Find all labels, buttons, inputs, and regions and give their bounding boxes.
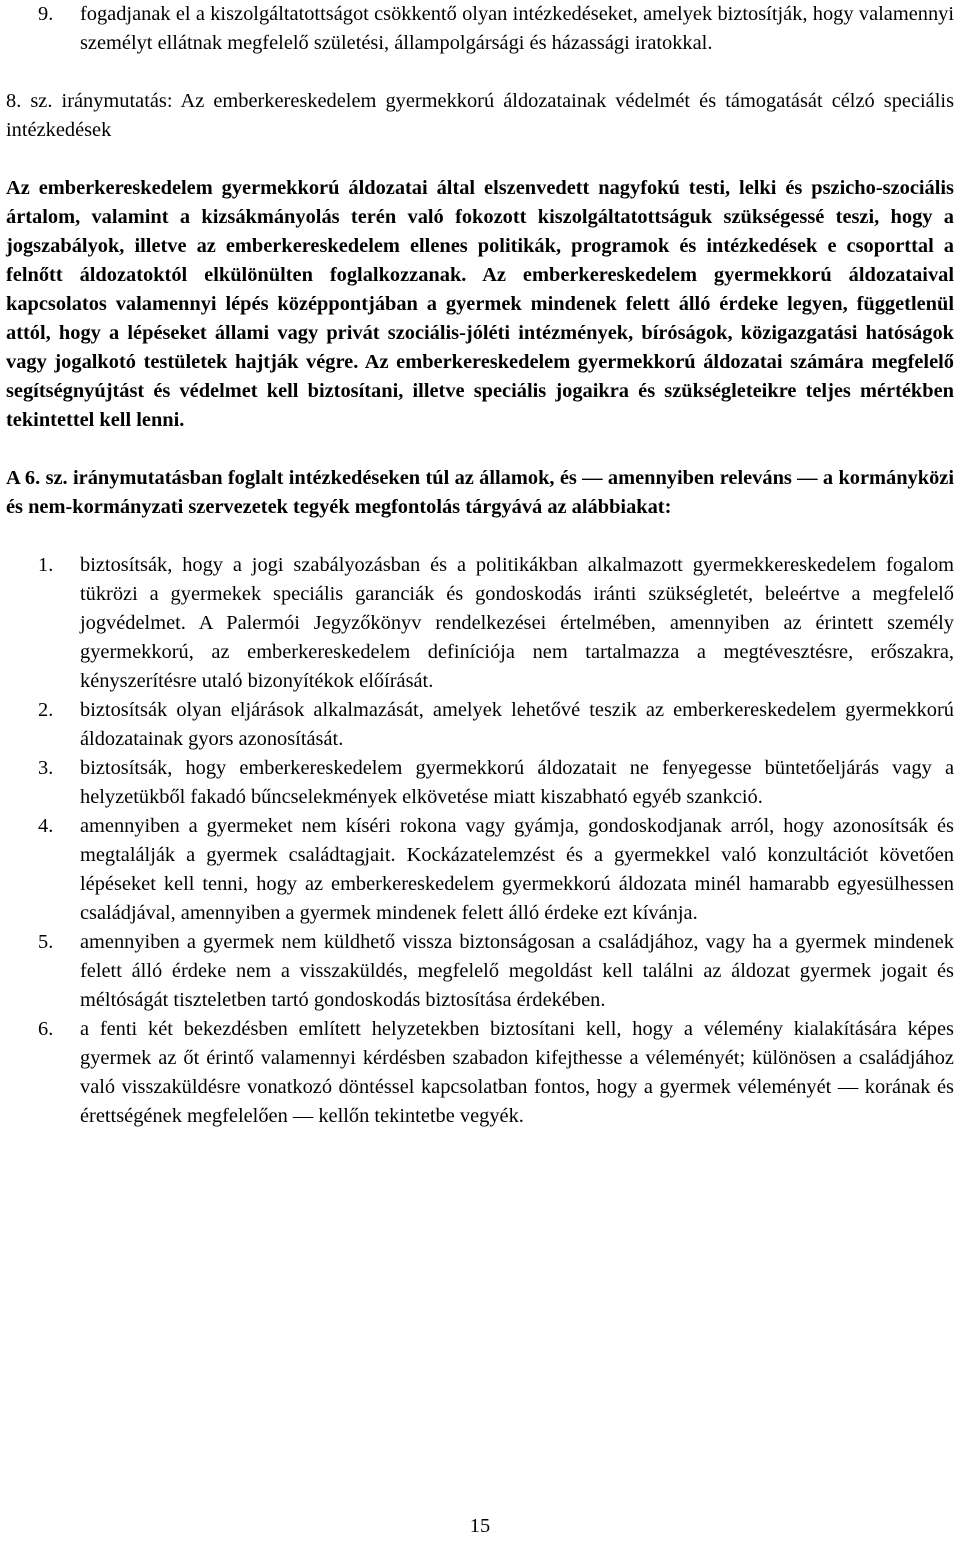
section-9-item [6, 0, 954, 58]
list-item-text: biztosítsák, hogy a jogi szabályozásban és a politikákban alkalmazott gyermekkereskedelem fogalom tükrözi a gyermekek speciális garanciák és gondoskodás iránti szükségletét, beleértve a megfelelő jogvédelmet. A Palermói Jegyzőkönyv rendelkezései értelmében, amennyiben az érintett személy gyermekkorú, az emberkereskedelem definíciója nem tartalmazza a megtévesztésre, erőszakra, kényszerítésre utaló bizonyítékok előírását. [80, 554, 954, 692]
list-item-text: biztosítsák olyan eljárások alkalmazását, amelyek lehetővé teszik az emberkereskedelem gyermekkorú áldozatainak gyors azonosítását. [80, 699, 954, 750]
list-item-number: 2. [38, 699, 54, 721]
list-item-number: 4. [38, 815, 54, 837]
list-item [6, 928, 954, 1015]
guideline-8-intro: Az emberkereskedelem gyermekkorú áldozatai által elszenvedett nagyfokú testi, lelki és pszicho-szociális ártalom, valamint a kizsákmányolás terén való fokozott kiszolgáltatottságuk szükségessé teszi, hogy a jogszabályok, illetve az emberkereskedelem ellenes politikák, programok és intézkedések e csoporttal a felnőtt áldozatoktól elkülönülten foglalkozzanak. Az emberkereskedelem gyermekkorú áldozataival kapcsolatos valamennyi lépés középpontjában a gyermek mindenek felett álló érdeke legyen, függetlenül attól, hogy a lépéseket állami vagy privát szociális-jóléti intézmények, bíróságok, közigazgatási hatóságok vagy jogalkotó testületek hajtják végre. Az emberkereskedelem gyermekkorú áldozatai számára megfelelő segítségnyújtást és védelmet kell biztosítani, illetve speciális jogaikra és szükségleteikre teljes mértékben tekintettel kell lenni. [6, 177, 954, 431]
list-item [6, 696, 954, 754]
list-item-text: a fenti két bekezdésben említett helyzetekben biztosítani kell, hogy a vélemény kialakítására képes gyermek az őt érintő valamennyi kérdésben szabadon kifejthesse a véleményét; különösen a családjához való visszaküldésre vonatkozó döntéssel kapcsolatban fontos, hogy a gyermek véleményét — korának és érettségének megfelelően — kellőn tekintetbe vegyék. [80, 1018, 954, 1127]
list-item-number: 5. [38, 931, 54, 953]
list-item-number: 3. [38, 757, 54, 779]
list-item-number: 1. [38, 554, 54, 576]
section-9-number: 9. [38, 3, 54, 25]
list-item [6, 812, 954, 928]
page-number: 15 [469, 1515, 491, 1537]
list-item [6, 551, 954, 696]
list-item-number: 6. [38, 1018, 54, 1040]
guideline-8-list [6, 551, 954, 1131]
section-9-text: fogadjanak el a kiszolgáltatottságot csökkentő olyan intézkedéseket, amelyek biztosítják, hogy valamennyi személyt ellátnak megfelelő születési, állampolgársági és házassági iratokkal. [80, 3, 954, 54]
list-item-text: biztosítsák, hogy emberkereskedelem gyermekkorú áldozatait ne fenyegesse büntetőeljárás vagy a helyzetükből fakadó bűncselekmények elkövetése miatt kiszabható egyéb szankció. [80, 757, 954, 808]
list-item [6, 754, 954, 812]
list-item-text: amennyiben a gyermek nem küldhető vissza biztonságosan a családjához, vagy ha a gyermek mindenek felett álló érdeke nem a visszaküldés, megfelelő megoldást kell találni az áldozat gyermek jogait és méltóságát tiszteletben tartó gondoskodás biztosítása érdekében. [80, 931, 954, 1011]
guideline-8-list-intro: A 6. sz. iránymutatásban foglalt intézkedéseken túl az államok, és — amennyiben releváns — a kormányközi és nem-kormányzati szervezetek tegyék megfontolás tárgyává az alábbiakat: [6, 467, 954, 518]
guideline-8-heading: 8. sz. iránymutatás: Az emberkereskedelem gyermekkorú áldozatainak védelmét és támogatását célzó speciális intézkedések [6, 90, 954, 141]
document-page [6, 0, 954, 1131]
list-item [6, 1015, 954, 1131]
list-item-text: amennyiben a gyermeket nem kíséri rokona vagy gyámja, gondoskodjanak arról, hogy azonosítsák és megtalálják a gyermek családtagjait. Kockázatelemzést és a gyermekkel való konzultációt követően lépéseket kell tenni, hogy az emberkereskedelem gyermekkorú áldozata minél hamarabb egyesülhessen családjával, amennyiben a gyermek mindenek felett álló érdeke ezt kívánja. [80, 815, 954, 924]
